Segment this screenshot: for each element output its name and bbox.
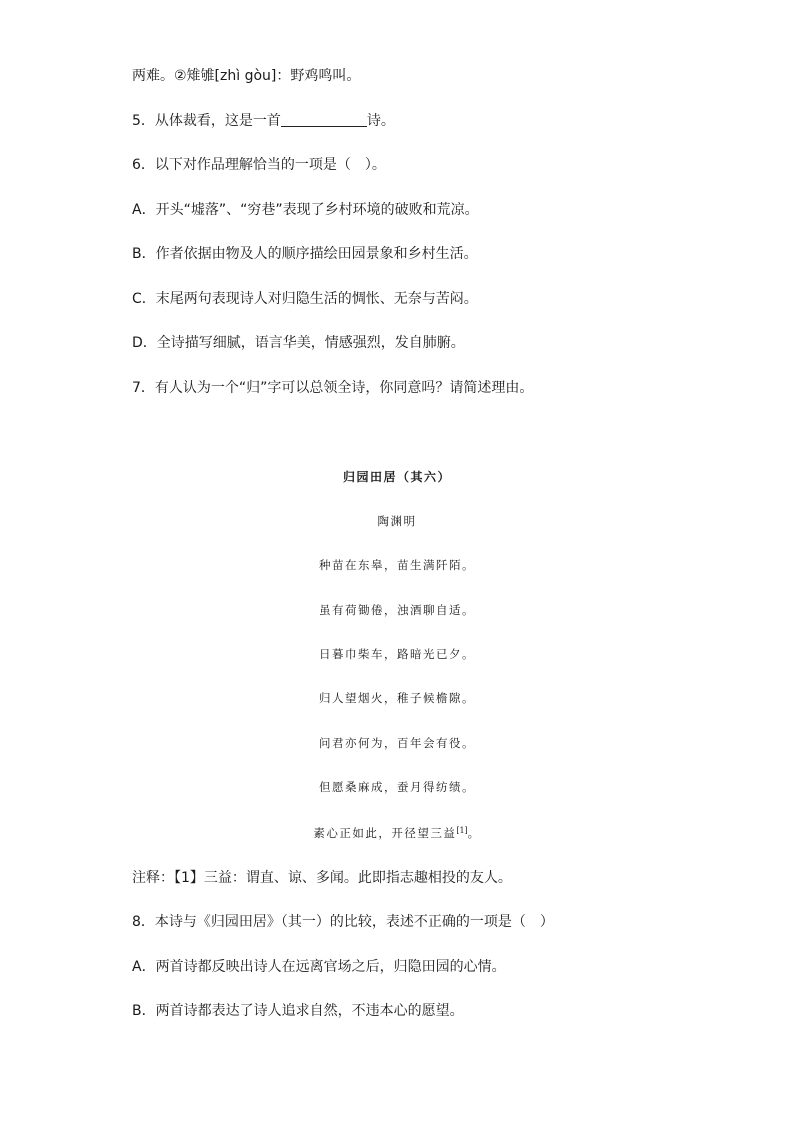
poem-line: 问君亦何为，百年会有役。	[319, 736, 475, 750]
question-6-option-c: C．末尾两句表现诗人对归隐生活的惆怅、无奈与苦闷。	[132, 291, 478, 307]
poem-line: 种苗在东皋，苗生满阡陌。	[319, 558, 475, 572]
poem-line-end: 。	[467, 826, 481, 840]
question-8-stem: 8．本诗与《归园田居》（其一）的比较，表述不正确的一项是（ ）	[132, 914, 554, 930]
question-8-option-b: B．两首诗都表达了诗人追求自然，不违本心的愿望。	[132, 1003, 464, 1019]
question-5	[132, 111, 395, 131]
poem-title: 归园田居（其六）	[342, 470, 451, 484]
question-6-option-a: A．开头“墟落”、“穷巷”表现了乡村环境的破败和荒凉。	[132, 202, 479, 218]
question-6-option-d: D．全诗描写细腻，语言华美，情感强烈，发自肺腑。	[132, 335, 465, 351]
poem-line-last	[0, 823, 794, 841]
question-5-suffix: 诗。	[366, 113, 395, 129]
poem-line: 归人望烟火，稚子候檐隙。	[319, 691, 475, 705]
question-6-stem: 6．以下对作品理解恰当的一项是（ ）。	[132, 157, 386, 173]
poem-line-text: 素心正如此，开径望三益	[313, 826, 457, 840]
intro-tail: 两难。②雉雊[zhì gòu]：野鸡鸣叫。	[132, 68, 361, 84]
question-7: 7．有人认为一个“归”字可以总领全诗，你同意吗？请简述理由。	[132, 380, 534, 396]
poem-line: 但愿桑麻成，蚕月得纺绩。	[319, 780, 475, 794]
poem-line: 日暮巾柴车，路暗光已夕。	[319, 647, 475, 661]
answer-blank	[281, 112, 367, 127]
footnote-marker: [1]	[456, 826, 468, 835]
annotation: 注释：【1】三益：谓直、谅、多闻。此即指志趣相投的友人。	[132, 870, 512, 886]
question-5-text: 5．从体裁看，这是一首	[132, 113, 281, 129]
poem-author: 陶渊明	[377, 514, 417, 528]
poem-line: 虽有荷锄倦，浊酒聊自适。	[319, 603, 475, 617]
question-8-option-a: A．两首诗都反映出诗人在远离官场之后，归隐田园的心情。	[132, 959, 506, 975]
question-6-option-b: B．作者依据由物及人的顺序描绘田园景象和乡村生活。	[132, 246, 478, 262]
